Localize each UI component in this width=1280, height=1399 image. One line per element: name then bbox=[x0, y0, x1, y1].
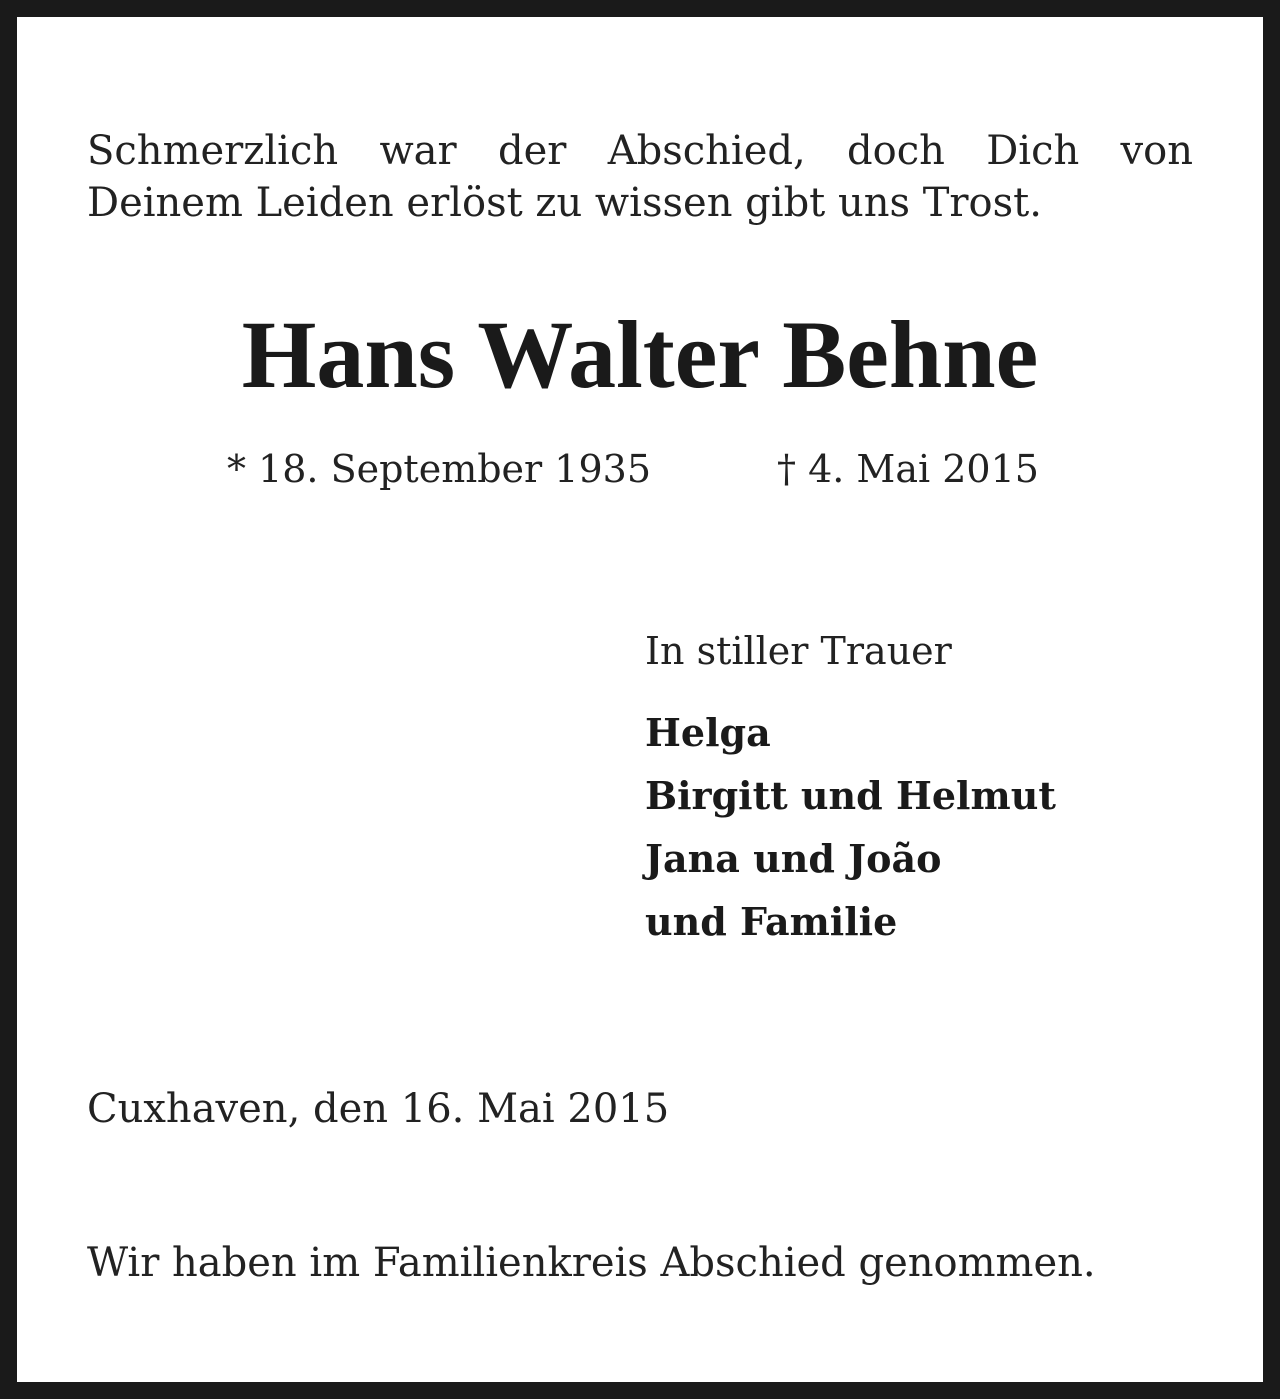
mourning-intro: In stiller Trauer bbox=[645, 629, 952, 673]
mourner-list bbox=[645, 701, 1056, 953]
death-date: † 4. Mai 2015 bbox=[777, 447, 1039, 491]
memorial-verse bbox=[87, 125, 1193, 229]
deceased-name: Hans Walter Behne bbox=[241, 301, 1039, 408]
place-and-date: Cuxhaven, den 16. Mai 2015 bbox=[87, 1086, 670, 1132]
birth-date: * 18. September 1935 bbox=[227, 447, 651, 491]
closing-note: Wir haben im Familienkreis Abschied genommen. bbox=[87, 1240, 1096, 1286]
mourner-name: und Familie bbox=[645, 899, 898, 944]
verse-line-2: Deinem Leiden erlöst zu wissen gibt uns Trost. bbox=[87, 180, 1042, 226]
mourner-name: Helga bbox=[645, 710, 771, 755]
verse-line-1: Schmerzlich war der Abschied, doch Dich von bbox=[87, 128, 1193, 174]
mourner-name: Birgitt und Helmut bbox=[645, 773, 1056, 818]
mourner-name: Jana und João bbox=[645, 836, 942, 881]
